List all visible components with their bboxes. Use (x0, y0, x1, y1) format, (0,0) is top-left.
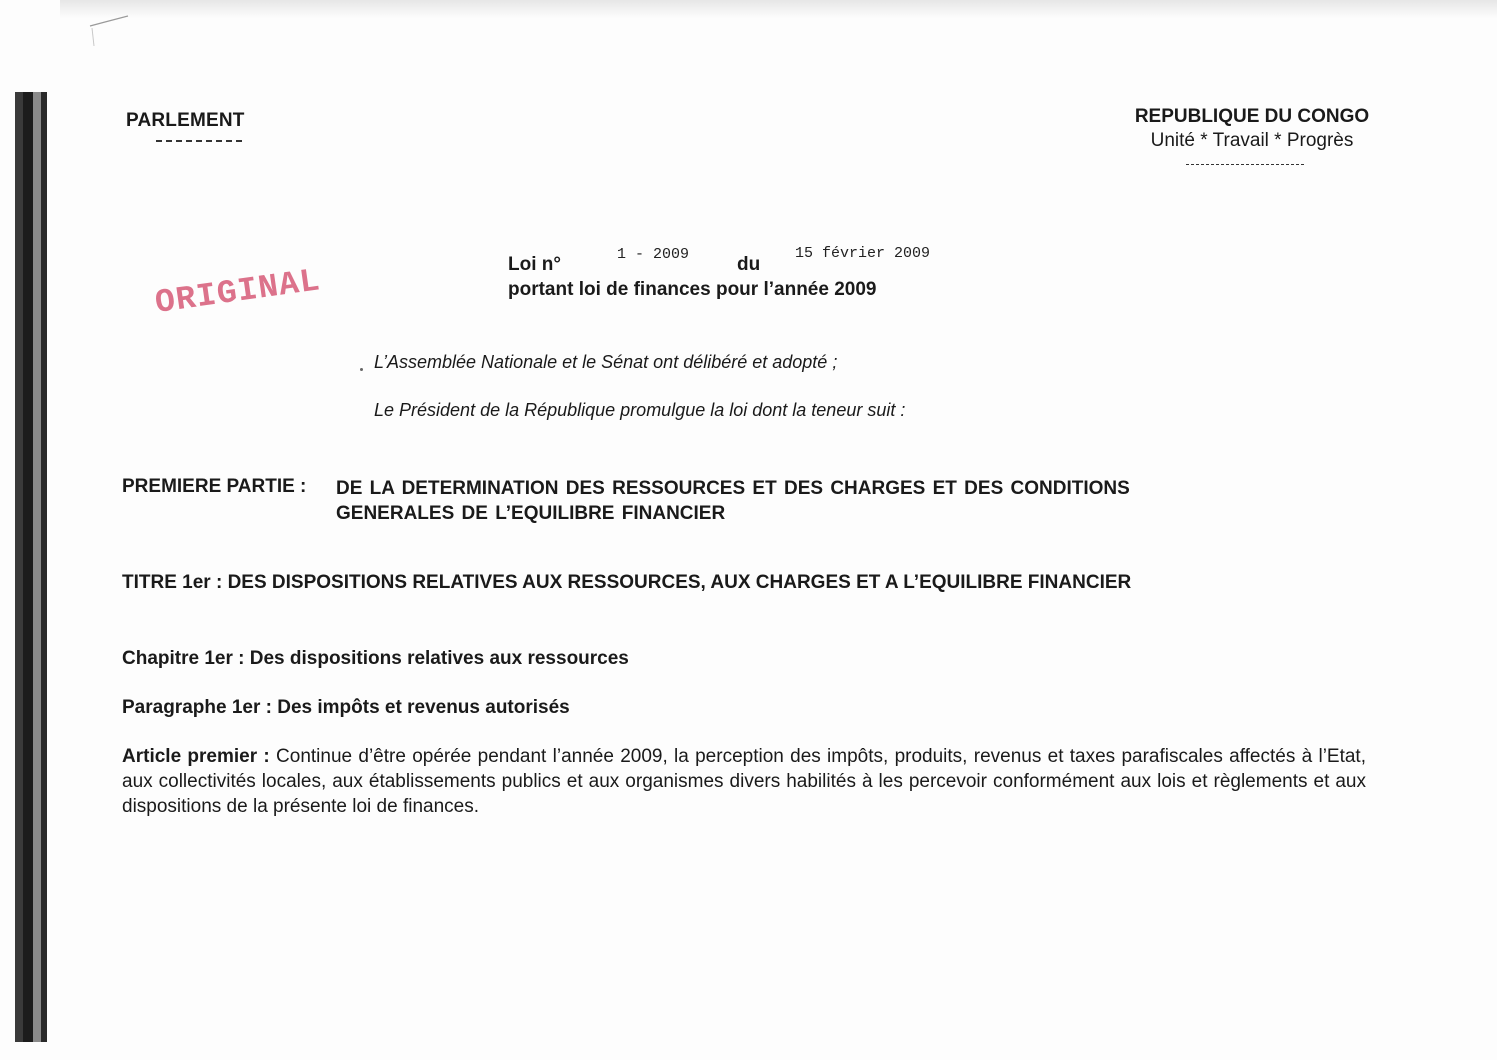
law-number-typed: 1 - 2009 (617, 246, 690, 263)
law-prefix: Loi n° (508, 254, 561, 275)
corner-fold-mark (70, 8, 140, 48)
article-premier (122, 744, 1366, 819)
part-title: DE LA DETERMINATION DES RESSOURCES ET DES CHARGES ET DES CONDITIONS GENERALES DE L’EQUILIBRE FINANCIER (336, 478, 1130, 524)
original-stamp: ORIGINAL (152, 262, 323, 322)
country-header (1120, 106, 1384, 152)
binding-strip (15, 92, 49, 1042)
top-edge-shadow (60, 0, 1497, 18)
part-label: PREMIERE PARTIE : (122, 476, 307, 497)
stray-mark (360, 368, 363, 371)
chapitre-heading: Chapitre 1er : Des dispositions relatives aux ressources (122, 648, 629, 669)
law-du: du (737, 254, 761, 275)
institution-heading: PARLEMENT (126, 110, 245, 131)
country-name: REPUBLIQUE DU CONGO (1134, 106, 1370, 127)
country-motto: Unité * Travail * Progrès (1150, 130, 1354, 151)
country-underline (1186, 164, 1304, 165)
institution-underline (156, 140, 242, 142)
law-subtitle: portant loi de finances pour l’année 2009 (508, 279, 877, 300)
article-label: Article premier : (122, 746, 270, 767)
titre-heading: TITRE 1er : DES DISPOSITIONS RELATIVES AUX RESSOURCES, AUX CHARGES ET A L’EQUILIBRE FINANCIER (122, 572, 1132, 593)
preamble-line-2: Le Président de la République promulgue la loi dont la teneur suit : (374, 400, 906, 420)
law-date-typed: 15 février 2009 (795, 245, 931, 262)
article-body: Continue d’être opérée pendant l’année 2009, la perception des impôts, produits, revenus et taxes parafiscales affectés à l’Etat, aux collectivités locales, aux établissements publics et aux organismes divers habilités à les percevoir conformément aux lois et règlements et aux dispositions de la présente loi de finances. (122, 746, 1366, 817)
paragraphe-heading: Paragraphe 1er : Des impôts et revenus autorisés (122, 697, 570, 718)
preamble-line-1: L’Assemblée Nationale et le Sénat ont délibéré et adopté ; (374, 352, 838, 372)
